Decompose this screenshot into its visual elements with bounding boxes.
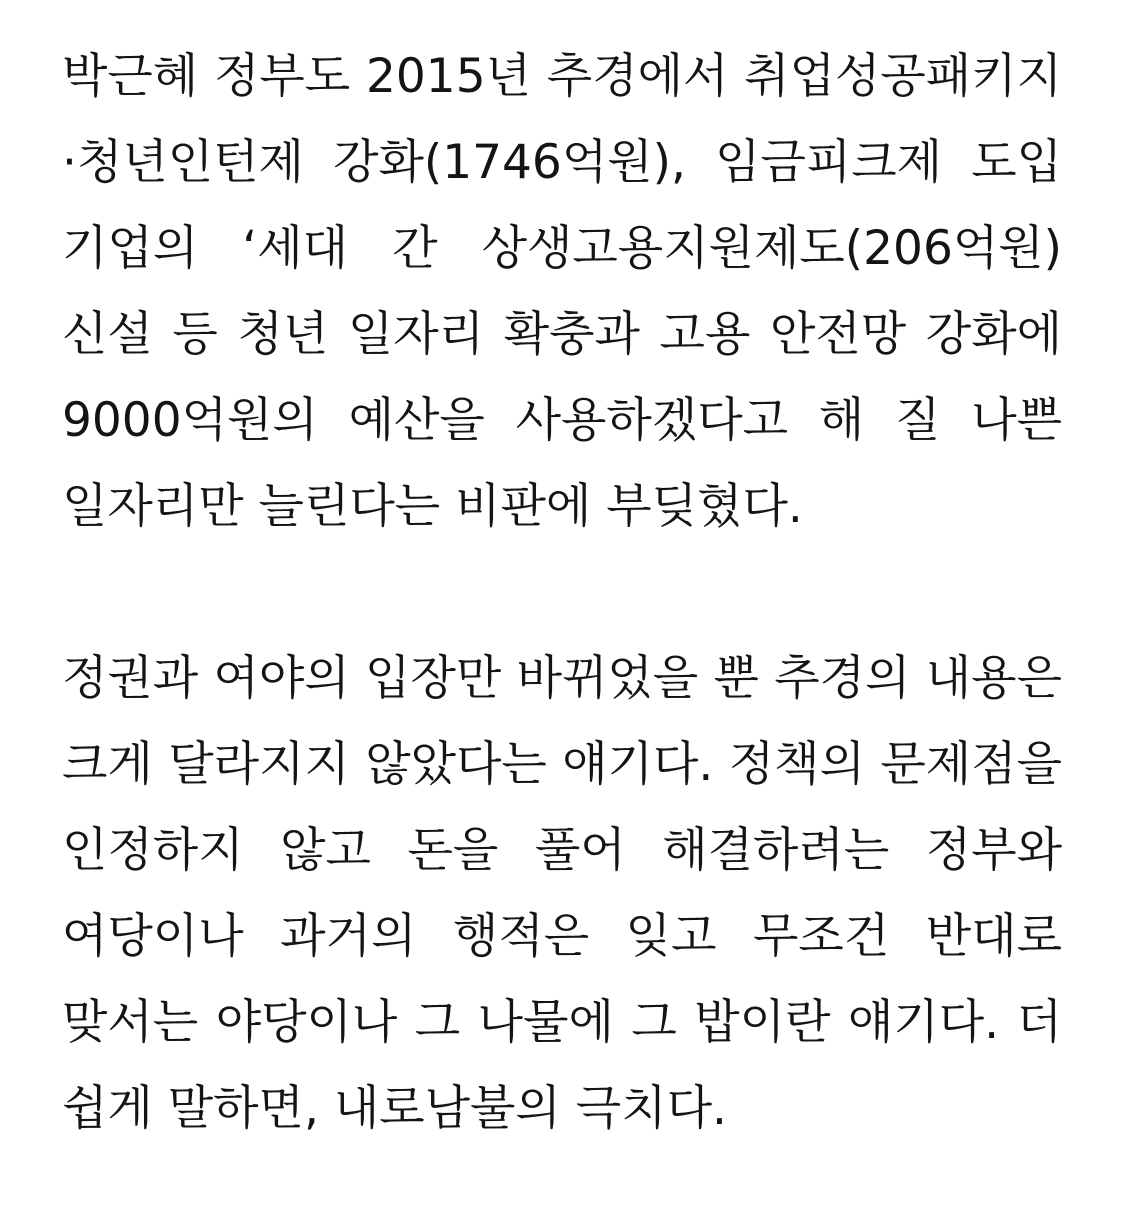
- paragraph-2: 정권과 여야의 입장만 바뀌었을 뿐 추경의 내용은 크게 달라지지 않았다는 얘기다. 정책의 문제점을 인정하지 않고 돈을 풀어 해결하려는 정부와 여당이나 과거의 행적은 잊고 무조건 반대로 맞서는 야당이나 그 나물에 그 밥이란 얘기다. 더 쉽게 말하면, 내로남불의 극치다.: [62, 651, 1062, 1136]
- paragraph-1: 박근혜 정부도 2015년 추경에서 취업성공패키지·청년인턴제 강화(1746억원), 임금피크제 도입 기업의 ‘세대 간 상생고용지원제도(206억원) 신설 등 청년 일자리 확충과 고용 안전망 강화에 9000억원의 예산을 사용하겠다고 해 질 나쁜 일자리만 늘린다는 비판에 부딪혔다.: [62, 49, 1062, 534]
- article-body: [62, 34, 1062, 1152]
